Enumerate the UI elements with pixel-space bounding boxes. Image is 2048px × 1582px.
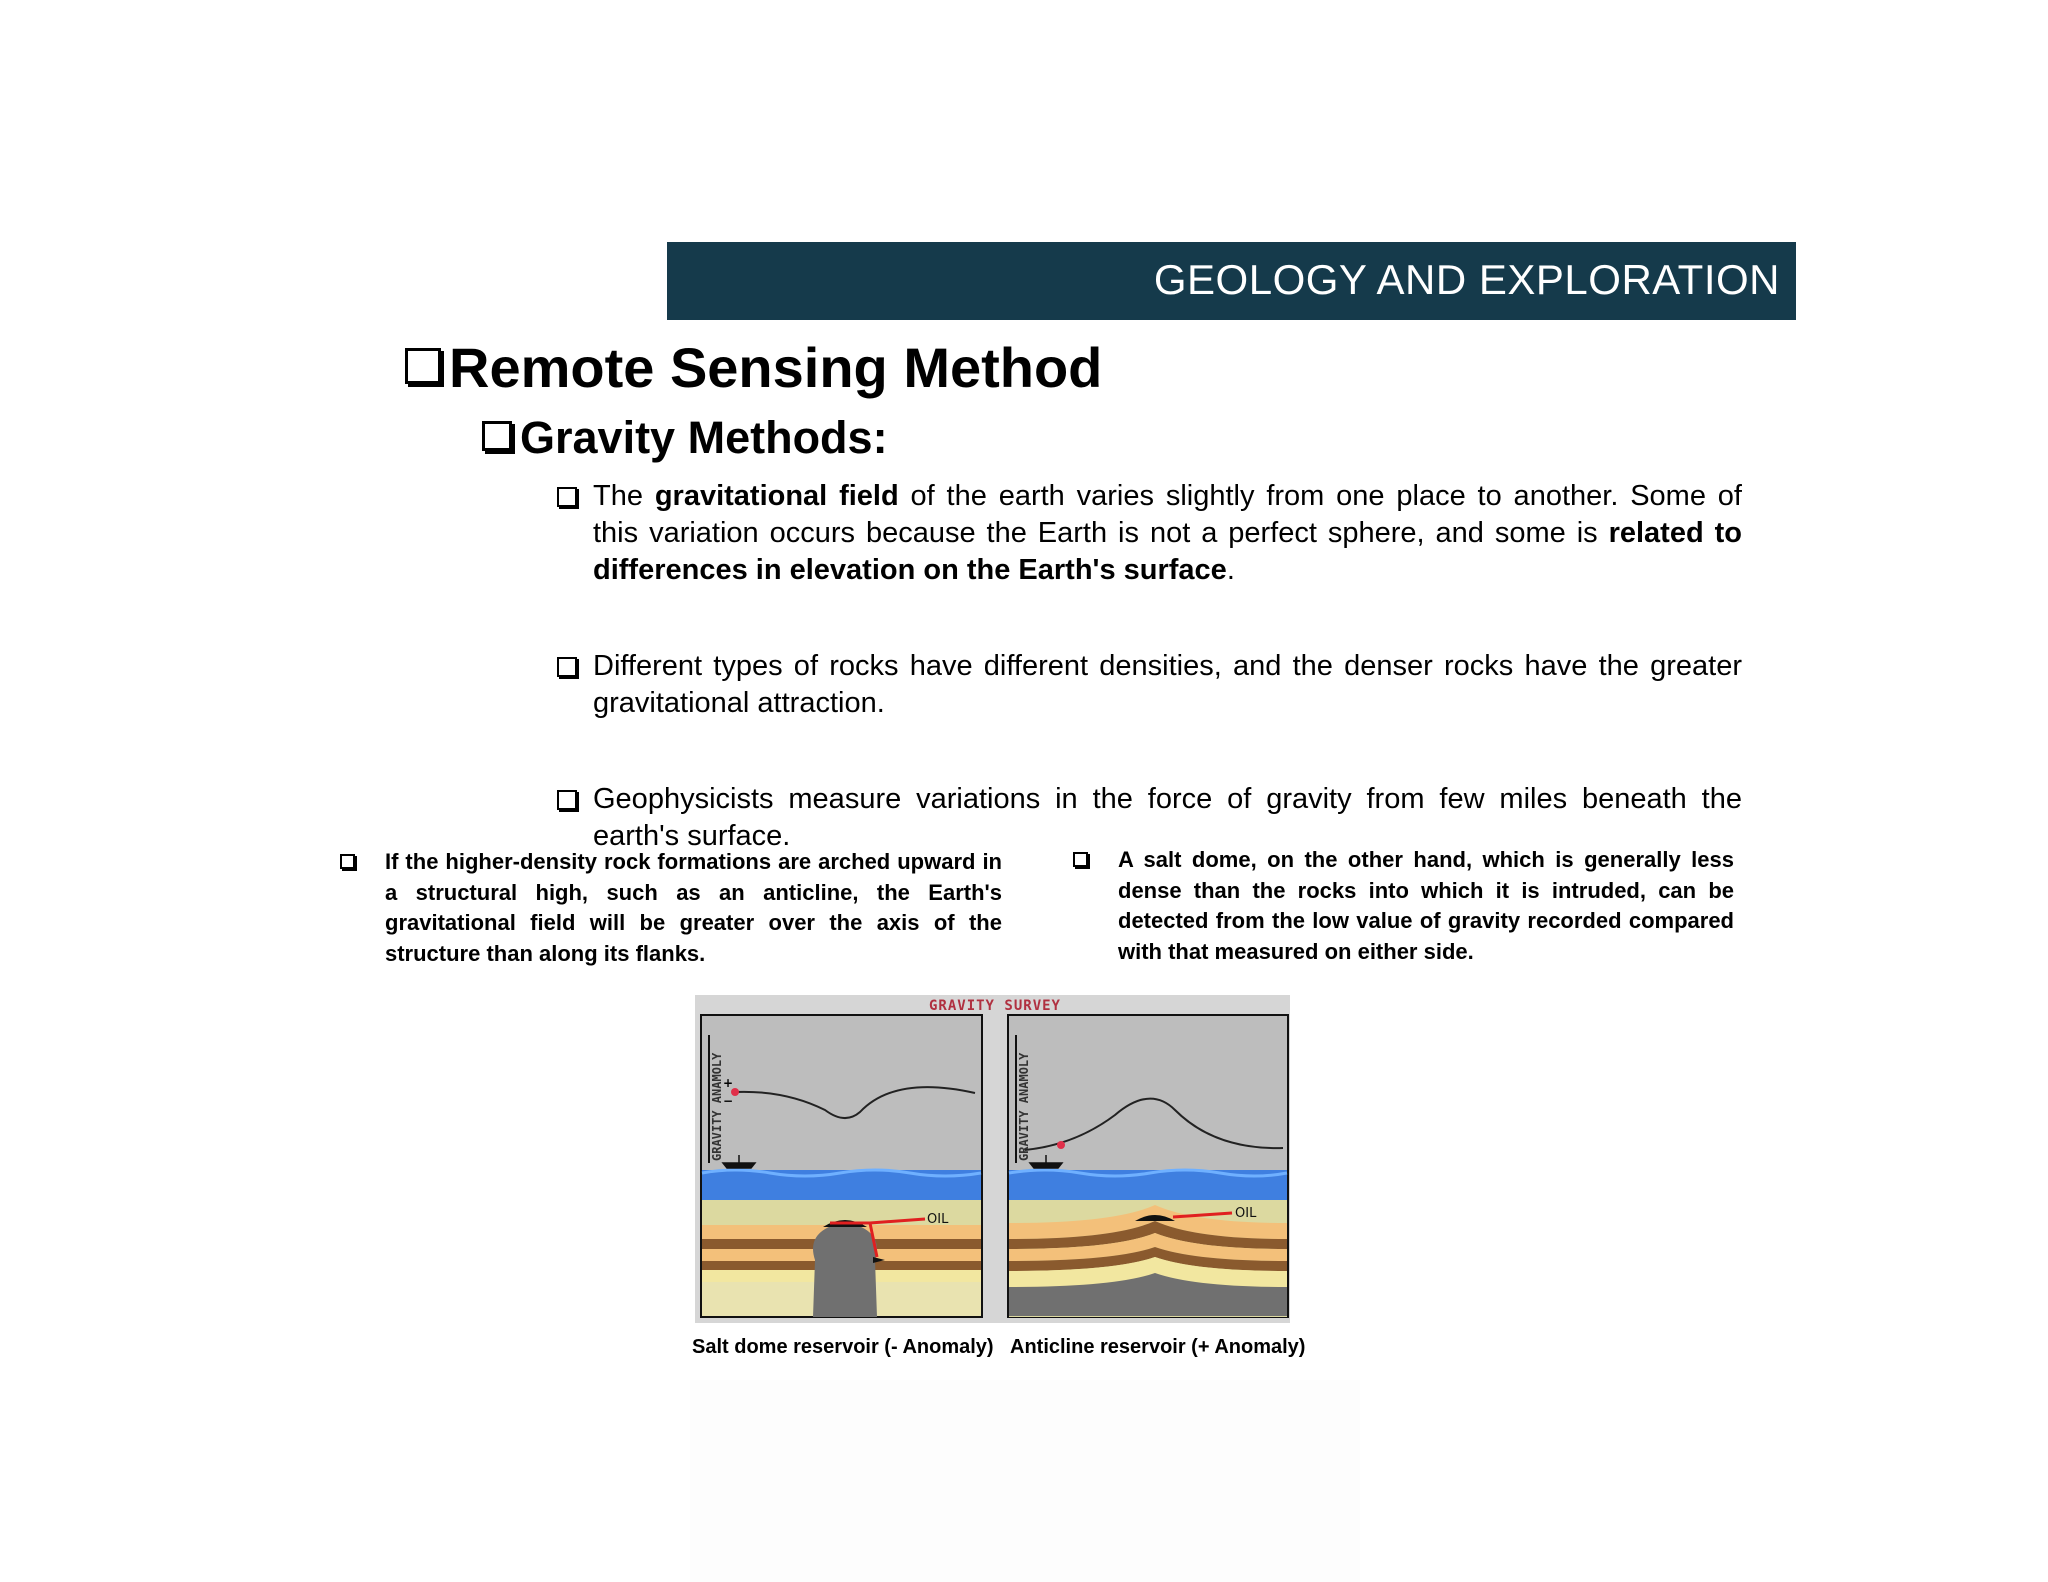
- checkbox-bullet-icon: [405, 348, 441, 384]
- bullet-rock-densities: [557, 648, 1742, 722]
- image-backdrop: [690, 1380, 1360, 1582]
- note-anticline: [340, 847, 1002, 969]
- bullet-text: Different types of rocks have different densities, and the denser rocks have the greater gravitational attraction.: [593, 650, 1742, 719]
- oil-label: OIL: [927, 1212, 949, 1227]
- minus-sign: −: [723, 1094, 734, 1108]
- checkbox-bullet-icon: [340, 854, 355, 869]
- checkbox-bullet-icon: [557, 487, 577, 507]
- main-heading: [405, 335, 1102, 400]
- sub-heading-text: Gravity Methods:: [520, 412, 888, 463]
- bullet-text-part: .: [1226, 554, 1235, 586]
- note-text: A salt dome, on the other hand, which is generally less dense than the rocks into which it is intruded, can be detected from the low value of gravity recorded compared with that measured on either side.: [1118, 847, 1734, 964]
- bullet-text: Geophysicists measure variations in the force of gravity from few miles beneath the earth's surface.: [593, 783, 1742, 852]
- main-heading-text: Remote Sensing Method: [449, 336, 1103, 399]
- bullet-geophysicists: [557, 781, 1742, 855]
- banner-title: GEOLOGY AND EXPLORATION: [1153, 256, 1780, 303]
- checkbox-bullet-icon: [557, 657, 577, 677]
- bullet-text-part: The: [593, 480, 655, 512]
- plus-sign: +: [723, 1076, 734, 1090]
- oil-label: OIL: [1235, 1206, 1257, 1221]
- note-salt-dome: [1073, 845, 1734, 967]
- axis-label: GRAVITY ANAMOLY: [710, 1052, 724, 1161]
- bullet-bold-phrase: related to differences in elevation on the Earth's surface: [593, 517, 1742, 586]
- bullet-text-part: of the earth varies slightly from one place to another. Some of this variation occurs because the Earth is not a perfect sphere, and some is: [593, 480, 1742, 549]
- checkbox-bullet-icon: [557, 790, 577, 810]
- measurement-point: [1057, 1141, 1065, 1149]
- bullet-bold-term: gravitational field: [654, 480, 899, 512]
- axis-label: GRAVITY ANAMOLY: [1017, 1052, 1031, 1161]
- bullet-text: [593, 478, 1742, 589]
- title-banner: [667, 242, 1796, 320]
- gravity-survey-figure: [695, 995, 1290, 1323]
- checkbox-bullet-icon: [1073, 852, 1088, 867]
- bullet-gravitational-field: [557, 478, 1742, 589]
- anticline-panel: [1008, 1015, 1288, 1317]
- sub-heading: [482, 412, 888, 464]
- note-text: If the higher-density rock formations are arched upward in a structural high, such as an anticline, the Earth's gravitational field will be greater over the axis of the structure than along its flanks.: [385, 849, 1002, 966]
- salt-dome: [813, 1222, 877, 1317]
- salt-dome-panel: [701, 1015, 982, 1317]
- caption-salt-dome: Salt dome reservoir (- Anomaly): [692, 1336, 994, 1358]
- checkbox-bullet-icon: [482, 421, 512, 451]
- figure-title: GRAVITY SURVEY: [928, 998, 1062, 1014]
- caption-anticline: Anticline reservoir (+ Anomaly): [1010, 1336, 1306, 1358]
